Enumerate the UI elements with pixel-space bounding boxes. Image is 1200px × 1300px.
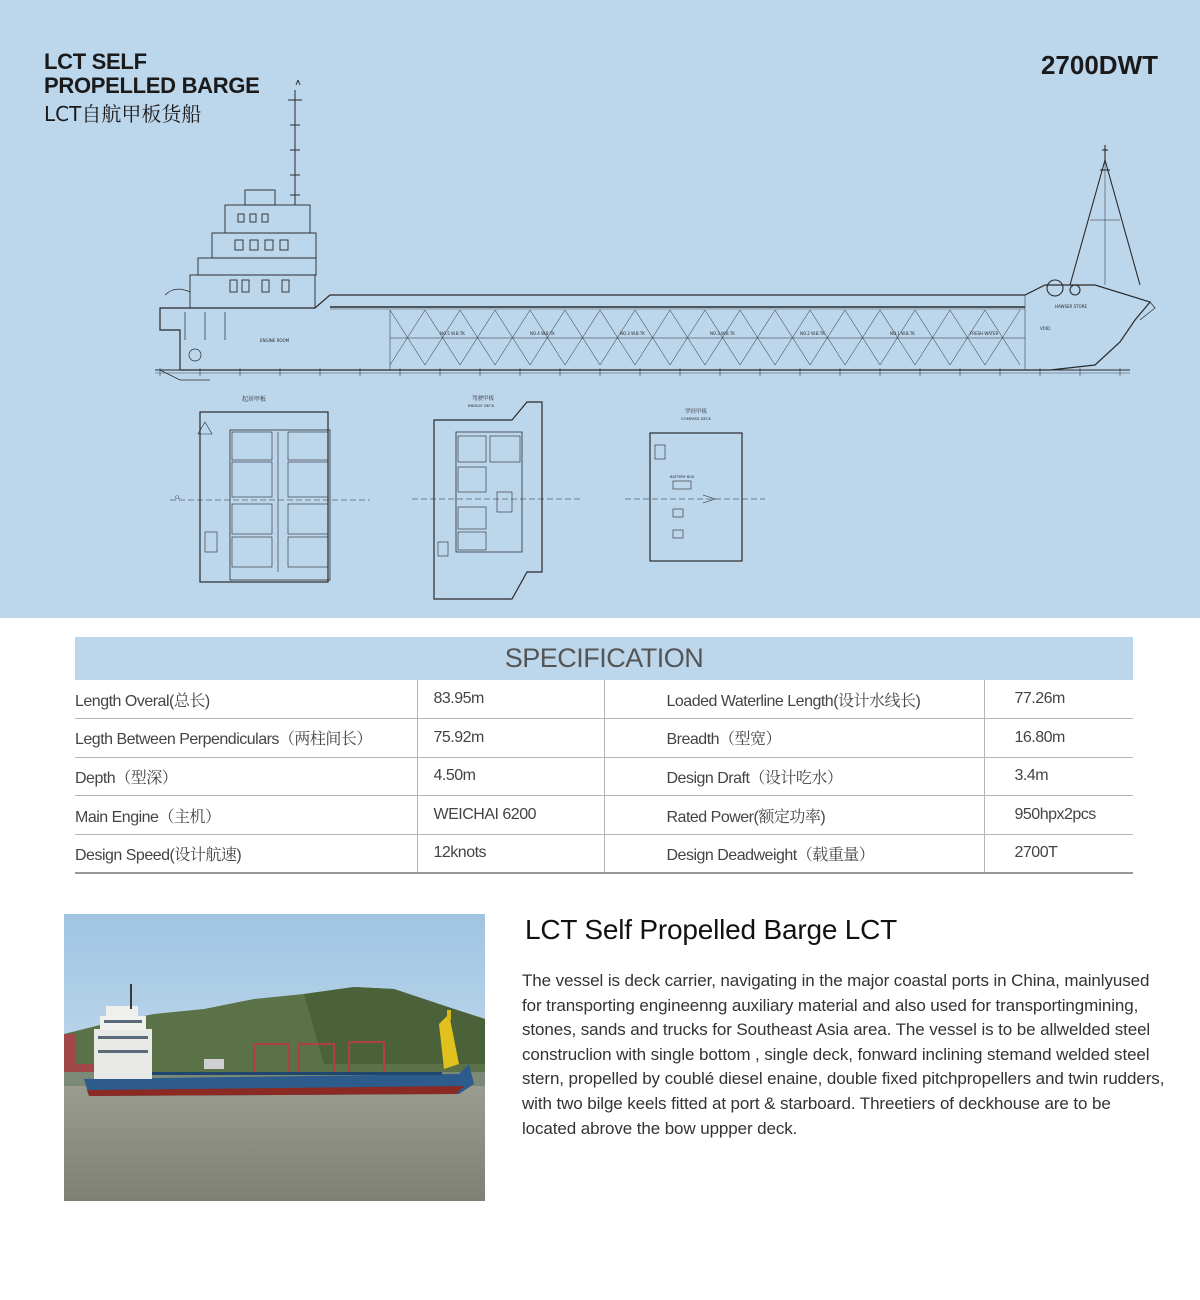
spec-value: 950hpx2pcs xyxy=(984,796,1133,835)
svg-text:BATTERY BOX: BATTERY BOX xyxy=(670,475,695,479)
spec-value: 12knots xyxy=(417,834,604,873)
svg-text:NO.2 W.B.TK: NO.2 W.B.TK xyxy=(800,331,825,336)
spec-value: 77.26m xyxy=(984,680,1133,719)
svg-text:CL: CL xyxy=(175,495,181,500)
spec-label: Rated Power(额定功率) xyxy=(604,796,984,835)
spec-label: Breadth（型宽） xyxy=(604,719,984,758)
svg-text:NO.3 W.B.TK: NO.3 W.B.TK xyxy=(620,331,645,336)
title-line-1: LCT SELF xyxy=(44,49,147,74)
spec-row xyxy=(75,834,1133,873)
specification-table xyxy=(75,680,1133,874)
spec-row xyxy=(75,680,1133,719)
spec-label: Length Overal(总长) xyxy=(75,680,417,719)
svg-text:HAWSER STORE: HAWSER STORE xyxy=(1055,304,1088,309)
spec-label: Depth（型深） xyxy=(75,757,417,796)
svg-text:NO.5 W.B.TK: NO.5 W.B.TK xyxy=(440,331,465,336)
spec-value: 16.80m xyxy=(984,719,1133,758)
svg-text:NO.3 W.B.TK: NO.3 W.B.TK xyxy=(710,331,735,336)
svg-text:FRESH WATER: FRESH WATER xyxy=(970,331,999,336)
spec-label: Design Deadweight（载重量） xyxy=(604,834,984,873)
svg-text:罗经甲板: 罗经甲板 xyxy=(685,409,708,415)
bridge-deck-plan xyxy=(412,392,582,604)
spec-value: 75.92m xyxy=(417,719,604,758)
spec-value: 2700T xyxy=(984,834,1133,873)
title-chinese: LCT自航甲板货船 xyxy=(44,102,202,126)
spec-value: WEICHAI 6200 xyxy=(417,796,604,835)
spec-value: 4.50m xyxy=(417,757,604,796)
svg-text:ENGINE ROOM: ENGINE ROOM xyxy=(260,338,290,343)
spec-row xyxy=(75,796,1133,835)
vessel-photo xyxy=(64,914,485,1201)
svg-text:VOID: VOID xyxy=(1040,326,1051,331)
spec-label: Loaded Waterline Length(设计水线长) xyxy=(604,680,984,719)
description-title: LCT Self Propelled Barge LCT xyxy=(525,914,898,945)
spec-row xyxy=(75,757,1133,796)
plan1-label: 起居甲板 xyxy=(242,396,267,403)
spec-label: Main Engine（主机） xyxy=(75,796,417,835)
svg-text:BRIDGE DECK: BRIDGE DECK xyxy=(468,403,495,408)
blueprint-panel xyxy=(0,0,1200,618)
description-body: The vessel is deck carrier, navigating in the major coastal ports in China, mainlyused for transporting engineenng auxiliary material and also used for transportingmining, stones, sands and trucks for Southeast Asia area. The vessel is to be allwelded steel construclion with single bottom , single deck, fonward inclining stemand welded steel stern, propelled by coublé diesel enaine, double fixed pitchpropellers and twin rudders, with two bilge keels fitted at port & starboard. Threetiers of deckhouse are to be located abrove the bow uppper deck. xyxy=(522,971,1165,1138)
spec-value: 3.4m xyxy=(984,757,1133,796)
dwt-label: 2700DWT xyxy=(1040,50,1158,80)
accommodation-deck-plan xyxy=(170,392,370,592)
specification-heading: SPECIFICATION xyxy=(75,637,1133,680)
spec-value: 83.95m xyxy=(417,680,604,719)
svg-text:驾驶甲板: 驾驶甲板 xyxy=(472,396,495,402)
spec-label: Legth Between Perpendiculars（两柱间长） xyxy=(75,719,417,758)
spec-label: Design Speed(设计航速) xyxy=(75,834,417,873)
spec-row xyxy=(75,719,1133,758)
spec-label: Design Draft（设计吃水） xyxy=(604,757,984,796)
ship-profile-drawing xyxy=(150,80,1160,390)
svg-text:NO.4 W.B.TK: NO.4 W.B.TK xyxy=(530,331,555,336)
svg-text:NO.1 W.B.TK: NO.1 W.B.TK xyxy=(890,331,915,336)
svg-text:COMPASS DECK: COMPASS DECK xyxy=(681,416,712,421)
title-line-2: PROPELLED BARGE xyxy=(44,73,260,98)
compass-deck-plan xyxy=(625,405,765,565)
